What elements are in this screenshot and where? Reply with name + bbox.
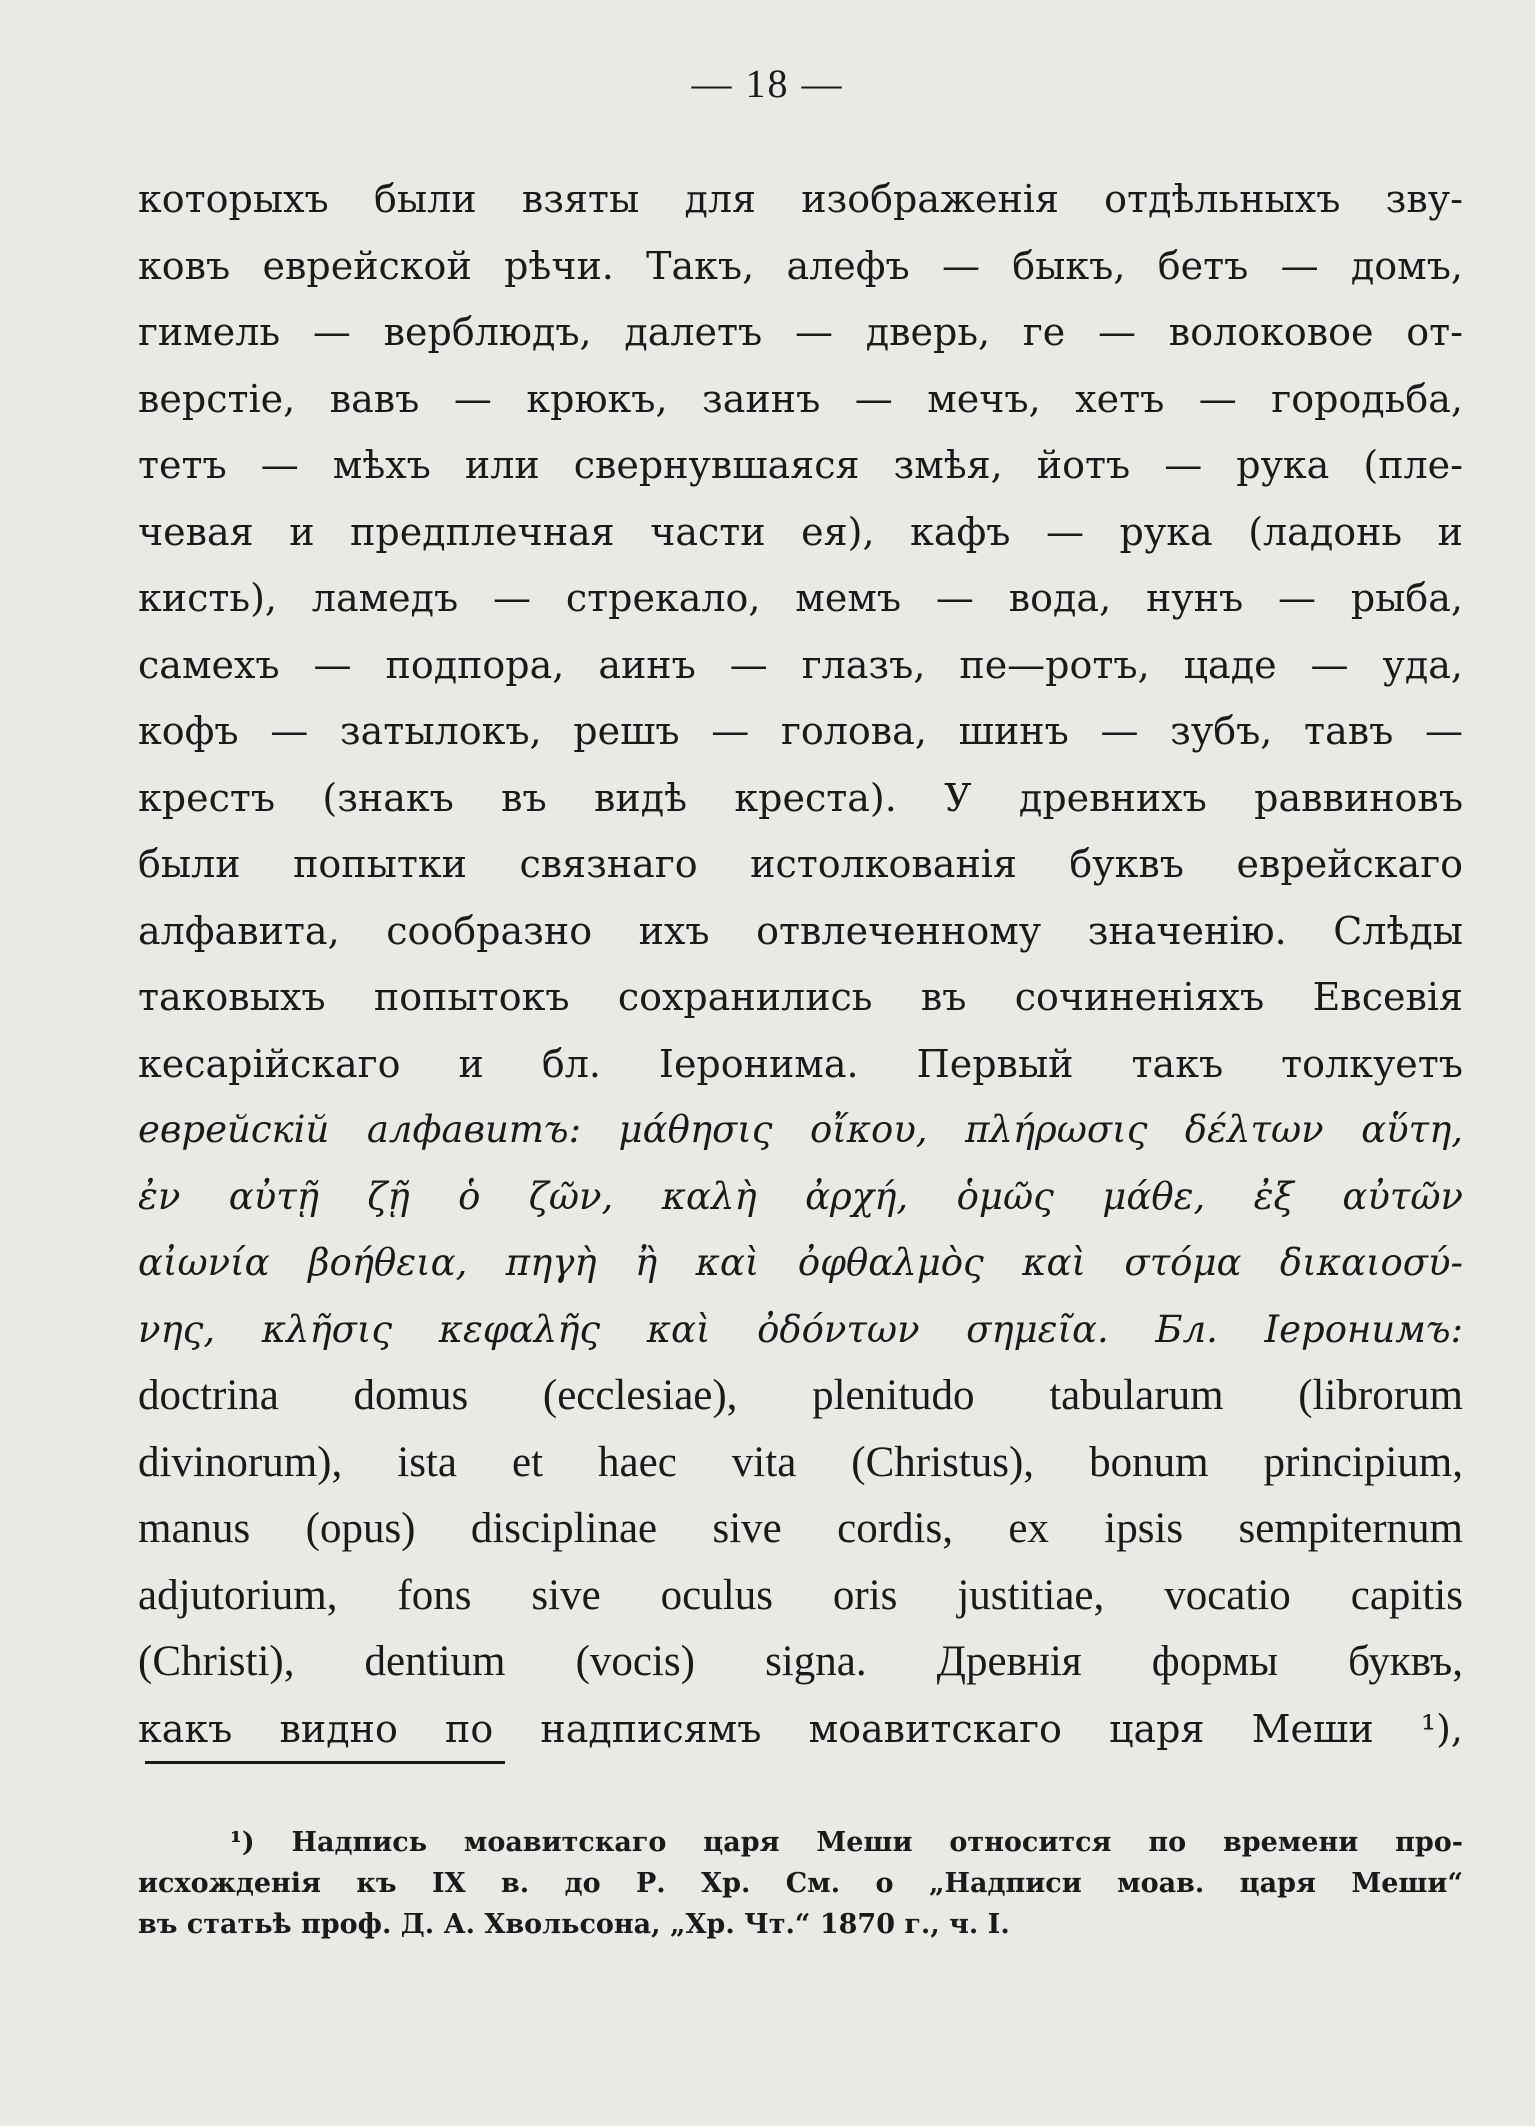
body-text	[138, 166, 1463, 1762]
footnote-line: въ статьѣ проф. Д. А. Хвольсона, „Хр. Чт.“ 1870 г., ч. I.	[138, 1909, 1010, 1940]
text-line-latin: manus (opus) disciplinae sive cordis, ex ipsis sempiternum	[138, 1505, 1463, 1552]
text-line-latin: adjutorium, fons sive oculus oris justitiae, vocatio capitis	[138, 1571, 1463, 1619]
text-line: алфавита, сообразно ихъ отвлеченному значенію. Слѣды	[138, 908, 1463, 953]
footnote-divider	[145, 1761, 505, 1764]
text-line: тетъ — мѣхъ или свернувшаяся змѣя, йотъ — рука (пле-	[138, 443, 1463, 487]
text-line-latin: divinorum), ista et haec vita (Christus), bonum principium,	[138, 1438, 1463, 1486]
text-line: кисть), ламедъ — стрекало, мемъ — вода, нунъ — рыба,	[138, 576, 1463, 620]
text-line: самехъ — подпора, аинъ — глазъ, пе—ротъ, цаде — уда,	[138, 642, 1463, 687]
footnote	[138, 1822, 1463, 1945]
text-line: ковъ еврейской рѣчи. Такъ, алефъ — быкъ, бетъ — домъ,	[138, 243, 1463, 288]
text-line: какъ видно по надписямъ моавитскаго царя Меши ¹),	[138, 1706, 1463, 1751]
page-number: — 18 —	[691, 61, 844, 106]
text-line: кесарійскаго и бл. Іеронима. Первый такъ толкуетъ	[138, 1041, 1463, 1086]
text-line: таковыхъ попытокъ сохранились въ сочиненіяхъ Евсевія	[138, 975, 1463, 1019]
text-line: верстіе, вавъ — крюкъ, заинъ — мечъ, хетъ — городьба,	[138, 376, 1463, 421]
text-line-greek: ἐν αὐτῇ ζῇ ὁ ζῶν, καλὴ ἀρχή, ὁμῶς μάθε, ἐξ αὐτῶν	[138, 1174, 1463, 1218]
text-line-greek: еврейскій алфавитъ: μάθησις οἴκου, πλήρωσις δέλτων αὕτη,	[138, 1108, 1463, 1151]
text-line: которыхъ были взяты для изображенія отдѣльныхъ зву-	[138, 177, 1463, 221]
text-line-greek: νης, κλῆσις κεφαλῆς καὶ ὀδόντων σημεῖα. Бл. Іеронимъ:	[138, 1307, 1463, 1351]
footnote-line: исхожденія къ IX в. до Р. Хр. См. о „Надписи моав. царя Меши“	[138, 1868, 1463, 1899]
text-line: гимель — верблюдъ, далетъ — дверь, ге — волоковое от-	[138, 310, 1463, 354]
text-line: чевая и предплечная части ея), кафъ — рука (ладонь и	[138, 509, 1463, 554]
text-line-greek: αἰωνία βοήθεια, πηγὴ ἢ καὶ ὀφθαλμὸς καὶ στόμα δικαιοσύ-	[138, 1241, 1463, 1284]
text-line: кофъ — затылокъ, решъ — голова, шинъ — зубъ, тавъ —	[138, 709, 1463, 753]
text-line-latin: (Christi), dentium (vocis) signa. Древнія формы буквъ,	[138, 1638, 1463, 1685]
footnote-line: ¹) Надпись моавитскаго царя Меши относится по времени про-	[230, 1827, 1463, 1858]
text-line: были попытки связнаго истолкованія буквъ еврейскаго	[138, 842, 1463, 886]
text-line: крестъ (знакъ въ видѣ креста). У древнихъ раввиновъ	[138, 775, 1463, 820]
text-line-latin: doctrina domus (ecclesiae), plenitudo tabularum (librorum	[138, 1372, 1463, 1419]
